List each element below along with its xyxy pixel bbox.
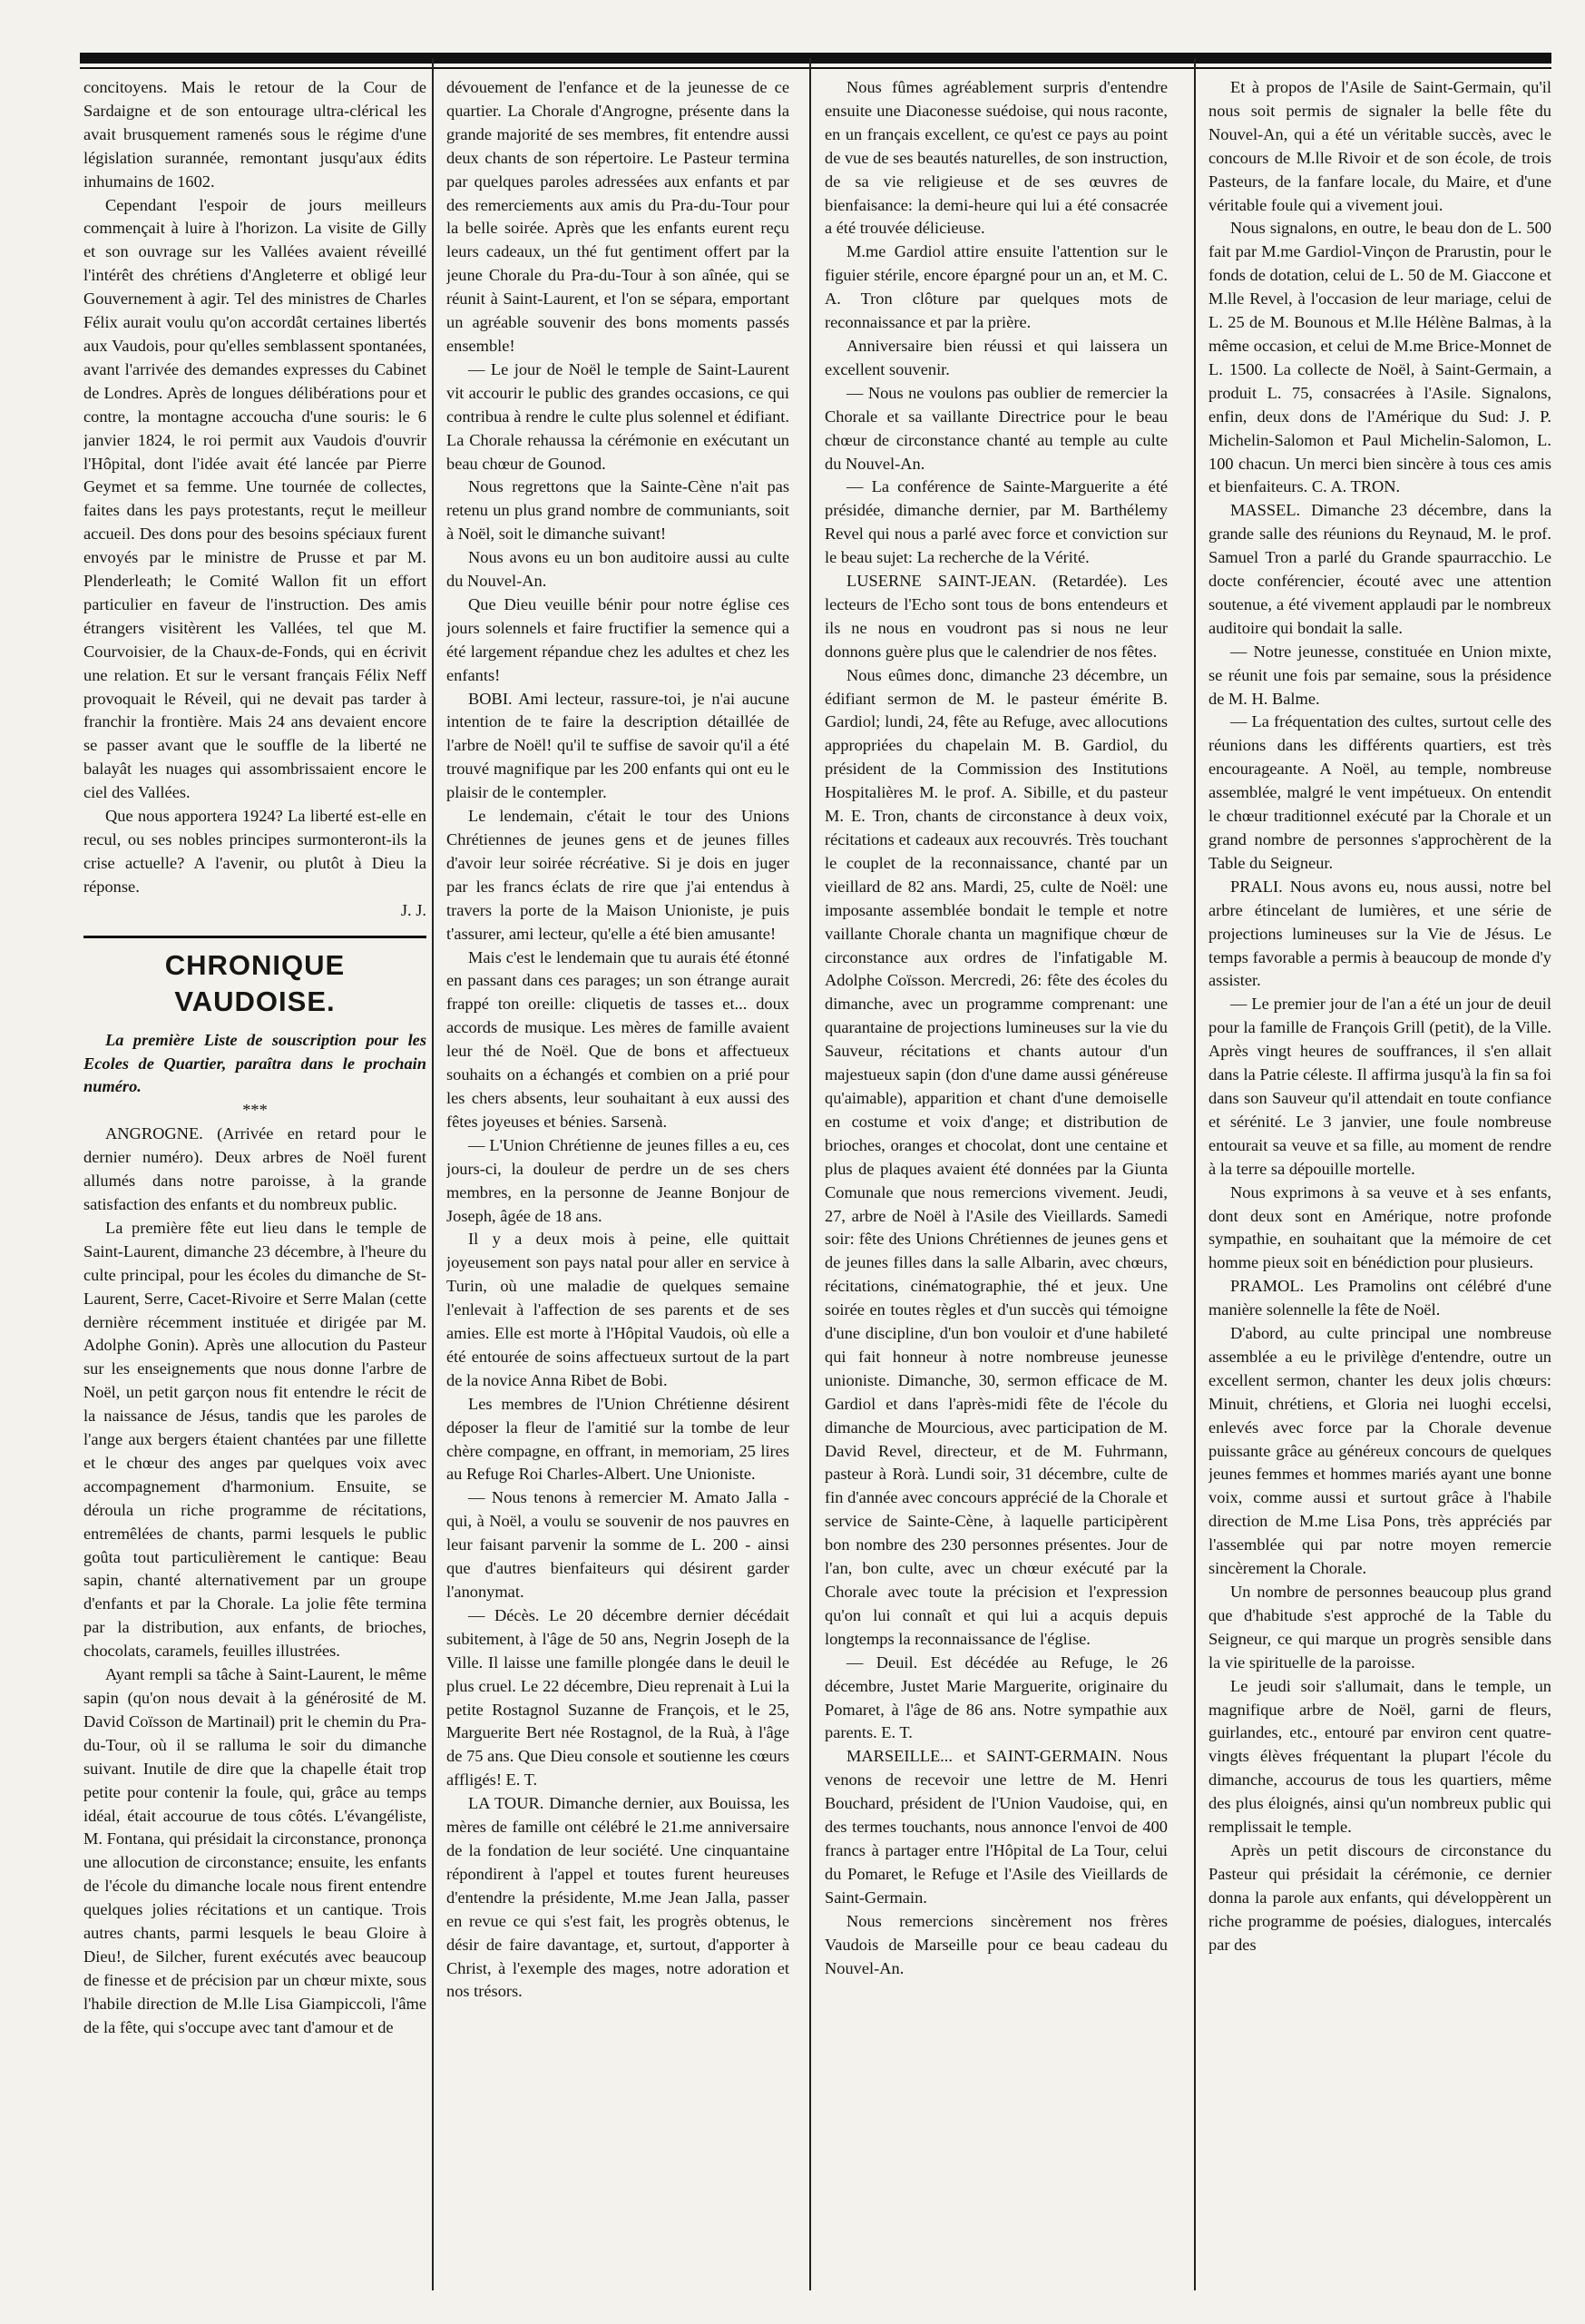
separator-stars: *** <box>242 1101 268 1120</box>
paragraph: — Le jour de Noël le temple de Saint-Laurent vit accourir le public des grandes occasions, ce qui contribua à rendre le culte plus solennel et édifiant. La Chorale rehaussa la cérémonie en exécutant un beau chœur de Gounod. <box>446 359 789 473</box>
top-rule-thin <box>80 67 1551 69</box>
paragraph: — La conférence de Sainte-Marguerite a été présidée, dimanche dernier, par M. Barthélemy Revel qui nous a parlé avec force et conviction sur le beau sujet: La recherche de la Vérité. <box>825 477 1168 567</box>
column-4 <box>1208 76 1551 2277</box>
paragraph: Les membres de l'Union Chrétienne désirent déposer la fleur de l'amitié sur la tombe de leur chère compagne, en offrant, in memoriam, 25 lires au Refuge Roi Charles-Albert. Une Unioniste. <box>446 1394 789 1484</box>
paragraph: Et à propos de l'Asile de Saint-Germain, qu'il nous soit permis de signaler la belle fête du Nouvel-An, qui a été un véritable succès, avec le concours de M.lle Rivoir et de son école, de trois Pasteurs, de la fanfare locale, du Maire, et d'une véritable foule qui a vivement joui. <box>1208 78 1551 214</box>
paragraph: Le lendemain, c'était le tour des Unions Chrétiennes de jeunes gens et de jeunes filles d'avoir leur soirée récréative. Si je dois en juger par les francs éclats de rire que j'ai entendus à travers la porte de la Maison Unioniste, je puis t'assurer, ami lecteur, qu'elle a été bien amusante! <box>446 807 789 943</box>
paragraph: Après un petit discours de circonstance du Pasteur qui présidait la cérémonie, ce dernier donna la parole aux enfants, qui développèrent un riche programme de poésies, dialogues, intercalés par des <box>1208 1840 1551 1954</box>
column-divider <box>432 58 434 2290</box>
paragraph: — Nous ne voulons pas oublier de remercier la Chorale et sa vaillante Directrice pour le beau chœur de circonstance chanté au temple au culte du Nouvel-An. <box>825 383 1168 473</box>
column-divider <box>1194 58 1196 2290</box>
paragraph: — Deuil. Est décédée au Refuge, le 26 décembre, Justet Marie Marguerite, originaire du Pomaret, à l'âge de 86 ans. Notre sympathie aux parents. E. T. <box>825 1652 1168 1742</box>
paragraph: Que nous apportera 1924? La liberté est-elle en recul, ou ses nobles principes surmonteront-ils la crise actuelle? A l'avenir, ou plutôt à Dieu la réponse. <box>83 807 426 896</box>
paragraph: LUSERNE SAINT-JEAN. (Retardée). Les lecteurs de l'Echo sont tous de bons entendeurs et ils ne nous en voudront pas si nous ne leur donnons guère plus que le calendrier de nos fêtes. <box>825 572 1168 661</box>
paragraph: LA TOUR. Dimanche dernier, aux Bouissa, les mères de famille ont célébré le 21.me anniversaire de la fondation de leur société. Une cinquantaine répondirent à l'appel et toutes furent heureuses d'entendre la présidente, M.me Jean Jalla, passer en revue ce qui s'est fait, les progrès obtenus, le désir de faire davantage, et, surtout, d'apporter à Christ, à l'exemple des mages, notre adoration et nos trésors. <box>446 1794 789 2001</box>
paragraph: Nous exprimons à sa veuve et à ses enfants, dont deux sont en Amérique, notre profonde sympathie, en souhaitant que la mémoire de cet homme pieux soit en bénédiction pour plusieurs. <box>1208 1182 1551 1272</box>
paragraph: — La fréquentation des cultes, surtout celle des réunions dans les différents quartiers, est très encourageante. A Noël, au temple, nombreuse assemblée, malgré le vent impétueux. On entendit le chœur traditionnel exécuté par la Chorale et un grand nombre de personnes s'approchèrent de la Table du Seigneur. <box>1208 712 1551 872</box>
paragraph: — Nous tenons à remercier M. Amato Jalla - qui, à Noël, a voulu se souvenir de nos pauvres en leur faisant parvenir la somme de L. 200 - ainsi que d'autres bienfaiteurs qui désirent garder l'anonymat. <box>446 1488 789 1601</box>
top-rule <box>80 53 1551 64</box>
paragraph: Nous remercions sincèrement nos frères Vaudois de Marseille pour ce beau cadeau du Nouvel-An. <box>825 1911 1168 1977</box>
column-divider <box>809 58 811 2290</box>
paragraph: Nous signalons, en outre, le beau don de L. 500 fait par M.me Gardiol-Vinçon de Prarustin, pour le fonds de dotation, celui de L. 50 de M. Giaccone et M.lle Revel, à l'occasion de leur mariage, celui de L. 25 de M. Bounous et M.lle Hélène Balmas, à la même occasion, et celui de M.me Brice-Monnet de L. 1500. La collecte de Noël, à Saint-Germain, a produit L. 75, consacrées à l'Asile. Signalons, enfin, deux dons de l'Amérique du Sud: J. P. Michelin-Salomon et Paul Michelin-Salomon, L. 100 chacun. Un merci bien sincère à tous ces amis et bienfaiteurs. C. A. TRON. <box>1208 219 1551 496</box>
paragraph: Le jeudi soir s'allumait, dans le temple, un magnifique arbre de Noël, garni de fleurs, guirlandes, etc., entouré par environ cent quatre-vingts élèves fréquentant la plupart l'école du dimanche, accourus de tous les quartiers, même des plus éloignés, ainsi qu'un nombreux public qui remplissait le temple. <box>1208 1676 1551 1837</box>
column-2 <box>446 76 789 2277</box>
paragraph: Un nombre de personnes beaucoup plus grand que d'habitude s'est approché de la Table du Seigneur, ce qui marque un progrès sensible dans la vie spirituelle de la paroisse. <box>1208 1583 1551 1672</box>
column-3 <box>825 76 1168 2277</box>
paragraph: Il y a deux mois à peine, elle quittait joyeusement son pays natal pour aller en service à Turin, où une maladie de quelques semaine l'enlevait à l'affection de ses parents et de ses amies. Elle est morte à l'Hôpital Vaudois, où elle a été entourée de soins affectueux surtout de la part de la novice Anna Ribet de Bobi. <box>446 1230 789 1389</box>
signature: J. J. <box>400 900 426 919</box>
paragraph: dévouement de l'enfance et de la jeunesse de ce quartier. La Chorale d'Angrogne, présente dans la grande majorité de ses membres, fit entendre aussi deux chants de son répertoire. Le Pasteur termina par quelques paroles adressées aux enfants et par des remerciements aux amis du Pra-du-Tour pour la belle soirée. Après que les enfants eurent reçu leurs cadeaux, un thé fut gentiment offert par la jeune Chorale du Pra-du-Tour à son aînée, qui se réunit à Saint-Laurent, et l'on se sépara, emportant un agréable souvenir des bons moments passés ensemble! <box>446 78 789 355</box>
paragraph: BOBI. Ami lecteur, rassure-toi, je n'ai aucune intention de te faire la description détaillée de l'arbre de Noël! qu'il te suffise de savoir qu'il a été trouvé magnifique par les 200 enfants qui ont eu le plaisir de le contempler. <box>446 689 789 802</box>
paragraph: PRAMOL. Les Pramolins ont célébré d'une manière solennelle la fête de Noël. <box>1208 1277 1551 1319</box>
paragraph: Nous fûmes agréablement surpris d'entendre ensuite une Diaconesse suédoise, qui nous raconte, en un français excellent, ce qu'est ce pays au point de vue de ses beautés naturelles, de son instruction, de sa vie religieuse et de ses œuvres de bienfaisance: la demi-heure qui lui a été consacrée a été trouvée délicieuse. <box>825 78 1168 238</box>
paragraph: MARSEILLE... et SAINT-GERMAIN. Nous venons de recevoir une lettre de M. Henri Bouchard, président de l'Union Vaudoise, qui, en des termes touchants, nous annonce l'envoi de 400 francs à partager entre l'Hôpital de La Tour, celui du Pomaret, le Refuge et l'Asile des Vieillards de Saint-Germain. <box>825 1747 1168 1907</box>
paragraph: Anniversaire bien réussi et qui laissera un excellent souvenir. <box>825 336 1168 378</box>
paragraph: — Notre jeunesse, constituée en Union mixte, se réunit une fois par semaine, sous la présidence de M. H. Balme. <box>1208 642 1551 708</box>
paragraph: — L'Union Chrétienne de jeunes filles a eu, ces jours-ci, la douleur de perdre un de ses chers membres, en la personne de Jeanne Bonjour de Joseph, âgée de 18 ans. <box>446 1135 789 1225</box>
paragraph: La première fête eut lieu dans le temple de Saint-Laurent, dimanche 23 décembre, à l'heure du culte principal, pour les écoles du dimanche de St-Laurent, Serre, Cacet-Rivoire et Serre Malan (cette dernière récemment instituée et dirigée par M. Adolphe Gonin). Après une allocution du Pasteur sur les enseignements que nous donne l'arbre de Noël, un petit garçon nous fit entendre le récit de la naissance de Jésus, tandis que les paroles de l'ange aux bergers étaient chantées par une fillette et le chœur des anges par quelques voix avec accompagnement d'harmonium. Ensuite, se déroula un riche programme de récitations, entremêlées de chants, parmi lesquels le public goûta tout particulièrement le cantique: Beau sapin, chanté alternativement par un groupe d'enfants et par la Chorale. La jolie fête termina par la distribution, aux enfants, de brioches, chocolats, caramels, feuilles illustrées. <box>83 1218 426 1661</box>
paragraph: Ayant rempli sa tâche à Saint-Laurent, le même sapin (qu'on nous devait à la générosité de M. David Coïsson de Martinail) prit le chemin du Pra-du-Tour, où il se ralluma le soir du dimanche suivant. Inutile de dire que la chapelle était trop petite pour contenir la foule, qui, grâce au temps idéal, était accourue de tous côtés. L'évangéliste, M. Fontana, qui présidait la circonstance, prononça une allocution de circonstance; ensuite, les enfants de l'école du dimanche locale nous firent entendre quelques jolies récitations et un cantique. Trois autres chants, parmi lesquels le beau Gloire à Dieu!, de Silcher, furent exécutés avec beaucoup de finesse et de précision par un chœur mixte, sous l'habile direction de M.lle Lisa Giampiccoli, l'âme de la fête, qui s'occupe avec tant d'amour et de <box>83 1665 426 2036</box>
paragraph: Nous regrettons que la Sainte-Cène n'ait pas retenu un plus grand nombre de communiants, soit à Noël, soit le dimanche suivant! <box>446 477 789 544</box>
paragraph: MASSEL. Dimanche 23 décembre, dans la grande salle des réunions du Reynaud, M. le prof. Samuel Tron a parlé du Grande spaurracchio. Le docte conférencier, écouté avec une attention soutenue, a été vivement applaudi par le nombreux auditoire qui bondait la salle. <box>1208 501 1551 637</box>
paragraph: Nous avons eu un bon auditoire aussi au culte du Nouvel-An. <box>446 548 789 591</box>
paragraph: Mais c'est le lendemain que tu aurais été étonné en passant dans ces parages; un son étrange aurait frappé ton oreille: cliquetis de tasses et... doux accords de musique. Les mères de famille avaient leur thé de Noël. Que de bons et affectueux souhaits on a échangés et combien on a prié pour les chers absents, leur souhaitant à eux aussi des fêtes joyeuses et bénies. Sarsenà. <box>446 947 789 1131</box>
paragraph: D'abord, au culte principal une nombreuse assemblée a eu le privilège d'entendre, outre un excellent sermon, chanter les deux jolis chœurs: Minuit, chrétiens, et Gloria nei luoghi eccelsi, enlevés avec force par la Chorale devenue puissante grâce au généreux concours de quelques jeunes femmes et hommes mariés ayant une bonne voix, comme aussi et surtout grâce à l'habile direction de M.me Lisa Pons, très appréciés par l'assemblée qui par notre moyen remercie sincèrement la Chorale. <box>1208 1324 1551 1578</box>
section-heading: CHRONIQUE VAUDOISE. <box>83 936 426 1020</box>
paragraph: concitoyens. Mais le retour de la Cour de Sardaigne et de son entourage ultra-clérical les avait brusquement ramenés sous le régime d'une législation surannée, remontant jusqu'aux édits inhumains de 1602. <box>83 78 426 191</box>
paragraph: — Le premier jour de l'an a été un jour de deuil pour la famille de François Grill (petit), de la Ville. Après vingt heures de souffrances, il s'en allait dans la Patrie céleste. Il affirma jusqu'à la fin sa foi dans son Sauveur qu'il attendait en toute confiance et sérénité. Le 3 janvier, une foule nombreuse entourait sa veuve et sa fille, au moment de rendre à la terre sa dépouille mortelle. <box>1208 995 1551 1178</box>
paragraph: Nous eûmes donc, dimanche 23 décembre, un édifiant sermon de M. le pasteur émérite B. Gardiol; lundi, 24, fête au Refuge, avec allocutions appropriées du chapelain M. B. Gardiol, du président de la Commission des Institutions Hospitalières M. le prof. A. Sibille, et du pasteur M. E. Tron, chants de circonstance à deux voix, récitations et cadeaux aux recouvrés. Très touchant le couplet de la reconnaissance, chanté par un vieillard de 82 ans. Mardi, 25, culte de Noël: une imposante assemblée bondait le temple et notre vaillante Chorale chanta un magnifique chœur de circonstance aux ordres de l'infatigable M. Adolphe Coïsson. Mercredi, 26: fête des écoles du dimanche, avec un programme comprenant: une quarantaine de projections lumineuses sur la vie du Sauveur, récitations et chants autour d'un majestueux sapin (don d'une dame aussi généreuse qu'aimable), apparition et chant d'une demoiselle en costume et voix d'ange; et distribution de brioches, oranges et chocolat, dont une centaine et plus de plaques avaient été données par la Giunta Comunale que nous remercions vivement. Jeudi, 27, arbre de Noël à l'Asile des Vieillards. Samedi soir: fête des Unions Chrétiennes de jeunes gens et de jeunes filles dans la salle Albarin, avec chœurs, récitations, cinématographie, thé et jeux. Une soirée en toutes règles et d'un succès qui témoigne d'une discipline, d'un bon vouloir et d'une habileté qui fait honneur à notre nombreuse jeunesse unioniste. Dimanche, 30, sermon efficace de M. Gardiol et dans l'après-midi fête de l'école du dimanche de Mourcious, avec participation de M. David Revel, directeur, et de M. Fuhrmann, pasteur à Rorà. Lundi soir, 31 décembre, culte de fin d'année avec concours apprécié de la Chorale et service de Sainte-Cène, à laquelle participèrent bon nombre des 230 personnes présentes. Jour de l'an, bon culte, avec un chœur exécuté par la Chorale avec toute la précision et l'expression qu'on lui connaît et qui lui a acquis depuis longtemps la reconnaissance de l'église. <box>825 665 1168 1648</box>
paragraph: — Décès. Le 20 décembre dernier décédait subitement, à l'âge de 50 ans, Negrin Joseph de la Ville. Il laisse une famille plongée dans le deuil le plus cruel. Le 22 décembre, Dieu reprenait à Lui la petite Rostagnol Suzanne de François, et le 25, Marguerite Bert née Rostagnol, de la Ruà, à l'âge de 75 ans. Que Dieu console et soutienne les cœurs affligés! E. T. <box>446 1605 789 1790</box>
paragraph: PRALI. Nous avons eu, nous aussi, notre bel arbre étincelant de lumières, et une série de projections lumineuses sur la Vie de Jésus. Le temps favorable a permis à beaucoup de monde d'y assister. <box>1208 877 1551 990</box>
notice: La première Liste de souscription pour les Ecoles de Quartier, paraîtra dans le prochain numéro. <box>83 1030 426 1096</box>
paragraph: Que Dieu veuille bénir pour notre église ces jours solennels et faire fructifier la semence qui a été largement répandue chez les adultes et chez les enfants! <box>446 594 789 684</box>
paragraph: M.me Gardiol attire ensuite l'attention sur le figuier stérile, encore épargné pour un an, et M. C. A. Tron clôture par quelques mots de reconnaissance et par la prière. <box>825 242 1168 332</box>
paragraph: Cependant l'espoir de jours meilleurs commençait à luire à l'horizon. La visite de Gilly et son ouvrage sur les Vallées avaient réveillé l'intérêt des chrétiens d'Angleterre et obligé leur Gouvernement à agir. Tel des ministres de Charles Félix aurait voulu qu'on accordât certaines libertés aux Vaudois, pour qu'elles semblassent spontanées, avant l'arrivée des demandes expresses du Cabinet de Londres. Après de longues délibérations pour et contre, la montagne accoucha d'une souris: le 6 janvier 1824, le roi permit aux Vaudois d'ouvrir l'Hôpital, dont l'idée avait été lancée par Pierre Geymet et sa femme. Une tournée de collectes, faites dans les pays protestants, reçut le meilleur accueil. Des dons pour des besoins spéciaux furent envoyés par le ministre de Prusse et par M. Plenderleath; le Comité Wallon fit un effort particulier en faveur de l'instruction. Des amis étrangers visitèrent les Vallées, tel que M. Courvoisier, de la Chaux-de-Fonds, qui en écrivit une relation. Et sur le versant français Félix Neff provoquait le Réveil, qui ne devait pas tarder à franchir la frontière. Mais 24 ans devaient encore se passer avant que le souffle de la liberté ne balayât les nuages qui assombrissaient encore le ciel des Vallées. <box>83 195 426 802</box>
paragraph: ANGROGNE. (Arrivée en retard pour le dernier numéro). Deux arbres de Noël furent allumés dans notre paroisse, à la grande satisfaction des enfants et du nombreux public. <box>83 1124 426 1213</box>
column-1 <box>83 76 426 2277</box>
